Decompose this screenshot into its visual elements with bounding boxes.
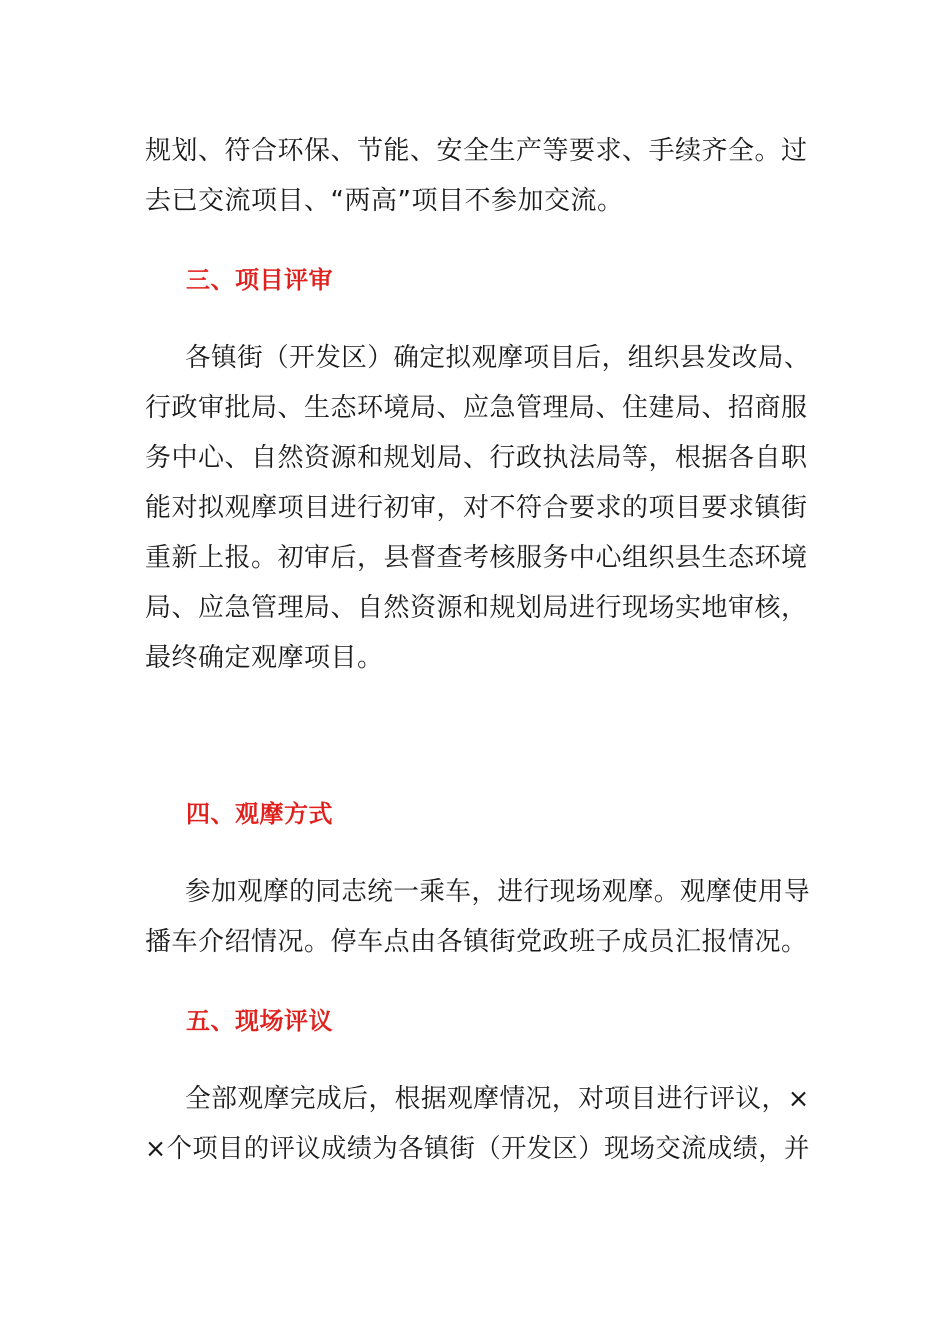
paragraph-line: 参加观摩的同志统一乘车，进行现场观摩。观摩使用导 xyxy=(185,877,811,907)
section-heading-5: 五、现场评议 xyxy=(186,1007,333,1035)
section-heading-4: 四、观摩方式 xyxy=(186,800,333,828)
paragraph-line: 务中心、自然资源和规划局、行政执法局等，根据各自职 xyxy=(145,443,808,473)
paragraph-line: ×个项目的评议成绩为各镇街（开发区）现场交流成绩，并 xyxy=(145,1134,810,1164)
paragraph-line: 去已交流项目、“两高”项目不参加交流。 xyxy=(145,186,624,216)
paragraph-line: 重新上报。初审后，县督查考核服务中心组织县生态环境 xyxy=(145,543,808,573)
section-heading-3: 三、项目评审 xyxy=(186,266,333,294)
paragraph-line: 行政审批局、生态环境局、应急管理局、住建局、招商服 xyxy=(145,393,808,423)
paragraph-line: 各镇街（开发区）确定拟观摩项目后，组织县发改局、 xyxy=(185,343,811,373)
paragraph-line: 最终确定观摩项目。 xyxy=(145,643,384,673)
paragraph-line: 能对拟观摩项目进行初审，对不符合要求的项目要求镇街 xyxy=(145,493,808,523)
paragraph-line: 局、应急管理局、自然资源和规划局进行现场实地审核， xyxy=(145,593,808,623)
paragraph-line: 播车介绍情况。停车点由各镇街党政班子成员汇报情况。 xyxy=(145,927,808,957)
paragraph-line: 全部观摩完成后，根据观摩情况，对项目进行评议，× xyxy=(185,1084,810,1114)
paragraph-line: 规划、符合环保、节能、安全生产等要求、手续齐全。过 xyxy=(145,136,808,166)
